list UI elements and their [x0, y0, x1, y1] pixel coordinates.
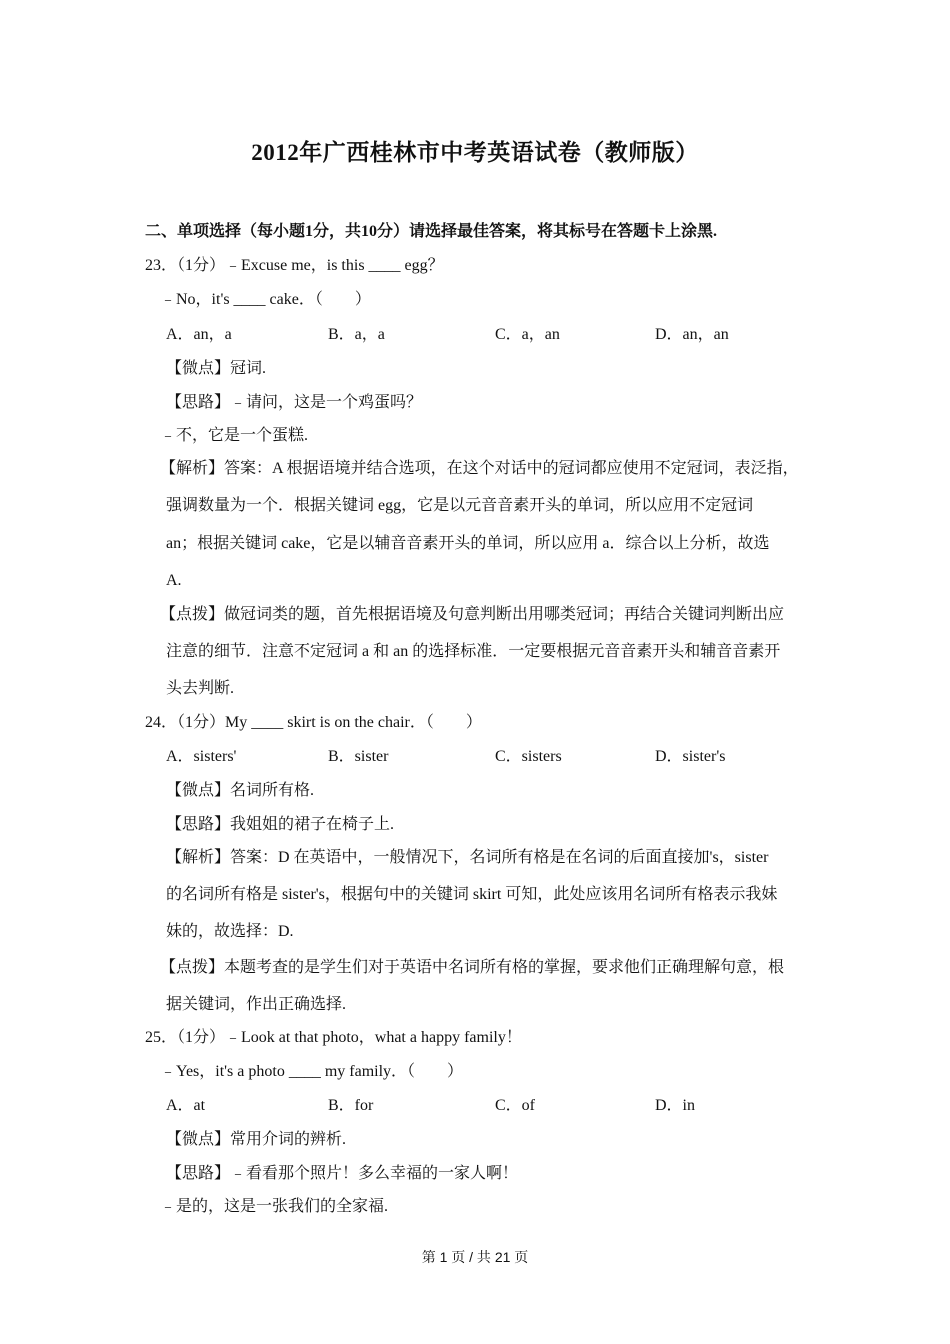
q23-tip-3: 头去判断.: [166, 680, 235, 697]
q24-stem: 24．（1分）My ____ skirt is on the chair．（ ）: [145, 714, 482, 731]
q24-tip-2: 据关键词，作出正确选择.: [166, 996, 347, 1013]
q23-analysis-3: an；根据关键词 cake，它是以辅音音素开头的单词，所以应用 a．综合以上分析，故选: [166, 535, 770, 552]
q25-idea-2: ﹣是的，这是一张我们的全家福.: [160, 1198, 389, 1215]
q23-analysis-1: 【解析】答案：A 根据语境并结合选项，在这个对话中的冠词都应使用不定冠词，表泛指，: [160, 460, 799, 477]
q23-option-c: C．a，an: [495, 326, 560, 343]
q25-idea: 【思路】﹣看看那个照片！多么幸福的一家人啊！: [166, 1165, 519, 1182]
q23-option-b: B．a，a: [328, 326, 385, 343]
q23-idea: 【思路】﹣请问，这是一个鸡蛋吗？: [166, 394, 423, 411]
q25-stem-2: ﹣Yes，it's a photo ____ my family．（ ）: [160, 1063, 464, 1080]
q23-tip-1: 【点拨】做冠词类的题，首先根据语境及句意判断出用哪类冠词；再结合关键词判断出应: [160, 606, 785, 623]
q24-option-d: D．sister's: [655, 748, 726, 765]
q23-stem-2: ﹣No，it's ____ cake．（ ）: [160, 291, 371, 308]
q25-stem: 25．（1分）﹣Look at that photo，what a happy family！: [145, 1029, 522, 1046]
q24-idea: 【思路】我姐姐的裙子在椅子上.: [166, 816, 395, 833]
q23-tip-2: 注意的细节．注意不定冠词 a 和 an 的选择标准．一定要根据元音音素开头和辅音音素开: [166, 643, 781, 660]
document-title: 2012年广西桂林市中考英语试卷（教师版）: [251, 140, 699, 165]
q23-analysis-4: A.: [166, 572, 182, 589]
section-heading: 二、单项选择（每小题1分，共10分）请选择最佳答案，将其标号在答题卡上涂黑.: [145, 223, 718, 240]
q23-option-d: D．an，an: [655, 326, 729, 343]
q24-point: 【微点】名词所有格.: [166, 782, 315, 799]
q24-option-b: B．sister: [328, 748, 389, 765]
q24-analysis-2: 的名词所有格是 sister's，根据句中的关键词 skirt 可知，此处应该用名词所有格表示我妹: [166, 886, 778, 903]
q23-idea-2: ﹣不，它是一个蛋糕.: [160, 427, 309, 444]
q23-analysis-2: 强调数量为一个．根据关键词 egg，它是以元音音素开头的单词，所以应用不定冠词: [166, 497, 754, 514]
q23-stem: 23．（1分）﹣Excuse me，is this ____ egg？: [145, 257, 444, 274]
q24-option-a: A．sisters': [166, 748, 237, 765]
q25-option-b: B．for: [328, 1097, 374, 1114]
q24-analysis-3: 妹的，故选择：D.: [166, 923, 294, 940]
q24-tip-1: 【点拨】本题考查的是学生们对于英语中名词所有格的掌握，要求他们正确理解句意，根: [160, 959, 785, 976]
q25-option-c: C．of: [495, 1097, 536, 1114]
q24-option-c: C．sisters: [495, 748, 562, 765]
q23-point: 【微点】冠词.: [166, 360, 267, 377]
q25-option-a: A．at: [166, 1097, 206, 1114]
q25-option-d: D．in: [655, 1097, 696, 1114]
q24-analysis-1: 【解析】答案：D 在英语中，一般情况下，名词所有格是在名词的后面直接加's，sister: [166, 849, 769, 866]
q23-option-a: A．an，a: [166, 326, 232, 343]
page-footer: 第 1 页 / 共 21 页: [421, 1249, 529, 1265]
q25-point: 【微点】常用介词的辨析.: [166, 1131, 347, 1148]
